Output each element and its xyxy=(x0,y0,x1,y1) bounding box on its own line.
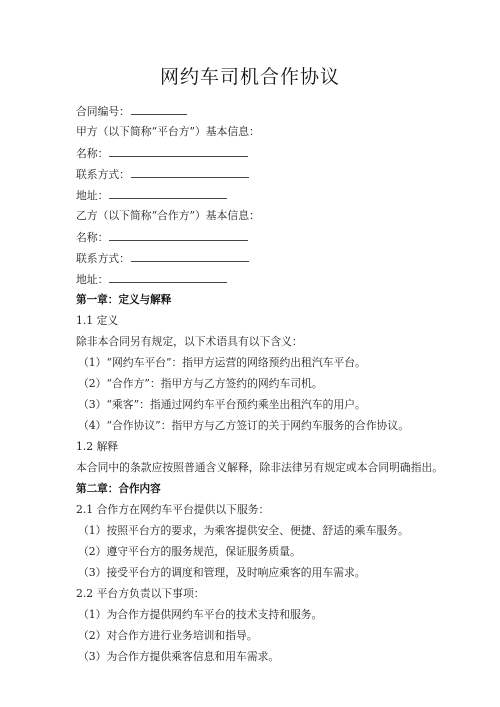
party-a-intro: 甲方（以下简称“平台方”）基本信息： xyxy=(76,125,260,138)
service-item-3: （3）接受平台方的调度和管理，及时响应乘客的用车需求。 xyxy=(78,566,366,579)
section-1-2-text: 本合同中的条款应按照普通含义解释，除非法律另有规定或本合同明确指出。 xyxy=(76,461,444,474)
section-1-1-intro: 除非本合同另有规定，以下术语具有以下含义： xyxy=(76,335,303,348)
party-a-address-label: 地址： xyxy=(76,189,109,202)
document-title: 网约车司机合作协议 xyxy=(159,66,340,88)
party-b-contact-label: 联系方式： xyxy=(76,252,130,265)
section-1-2-heading: 1.2 解释 xyxy=(76,440,119,453)
party-b-contact-blank xyxy=(131,251,249,262)
party-a-contact-label: 联系方式： xyxy=(76,168,130,181)
service-item-1: （1）按照平台方的要求，为乘客提供安全、便捷、舒适的乘车服务。 xyxy=(78,524,409,537)
contract-number-blank xyxy=(131,104,187,115)
definition-item-2: （2）“合作方”：指甲方与乙方签约的网约车司机。 xyxy=(78,377,323,390)
party-b-address-label: 地址： xyxy=(76,273,109,286)
party-b-intro: 乙方（以下简称“合作方”）基本信息： xyxy=(76,209,260,222)
party-b-address-blank xyxy=(109,272,227,283)
contract-number-label: 合同编号： xyxy=(76,105,130,118)
party-a-name-line xyxy=(76,146,248,161)
definition-item-4: （4）“合作协议”：指甲方与乙方签订的关于网约车服务的合作协议。 xyxy=(78,419,410,432)
chapter-1-heading: 第一章：定义与解释 xyxy=(76,294,172,306)
platform-duty-item-2: （2）对合作方进行业务培训和指导。 xyxy=(78,629,258,642)
party-a-name-blank xyxy=(109,146,248,157)
definition-item-1: （1）“网约车平台”：指甲方运营的网络预约出租汽车平台。 xyxy=(78,356,366,369)
section-2-2-heading: 2.2 平台方负责以下事项： xyxy=(76,587,205,600)
platform-duty-item-1: （1）为合作方提供网约车平台的技术支持和服务。 xyxy=(78,608,323,621)
definition-item-3: （3）“乘客”：指通过网约车平台预约乘坐出租汽车的用户。 xyxy=(78,398,366,411)
party-b-name-blank xyxy=(109,230,248,241)
section-1-1-heading: 1.1 定义 xyxy=(76,314,119,327)
section-2-1-heading: 2.1 合作方在网约车平台提供以下服务： xyxy=(76,503,270,516)
platform-duty-item-3: （3）为合作方提供乘客信息和用车需求。 xyxy=(78,650,280,663)
party-b-name-line xyxy=(76,230,248,245)
party-a-address-line xyxy=(76,188,227,203)
party-b-contact-line xyxy=(76,251,249,266)
party-b-address-line xyxy=(76,272,227,287)
party-a-contact-line xyxy=(76,167,249,182)
chapter-2-heading: 第二章：合作内容 xyxy=(76,483,161,495)
party-a-name-label: 名称： xyxy=(76,147,109,160)
service-item-2: （2）遵守平台方的服务规范，保证服务质量。 xyxy=(78,545,301,558)
party-a-contact-blank xyxy=(131,167,249,178)
contract-number-line xyxy=(76,104,187,119)
party-b-name-label: 名称： xyxy=(76,231,109,244)
party-a-address-blank xyxy=(109,188,227,199)
